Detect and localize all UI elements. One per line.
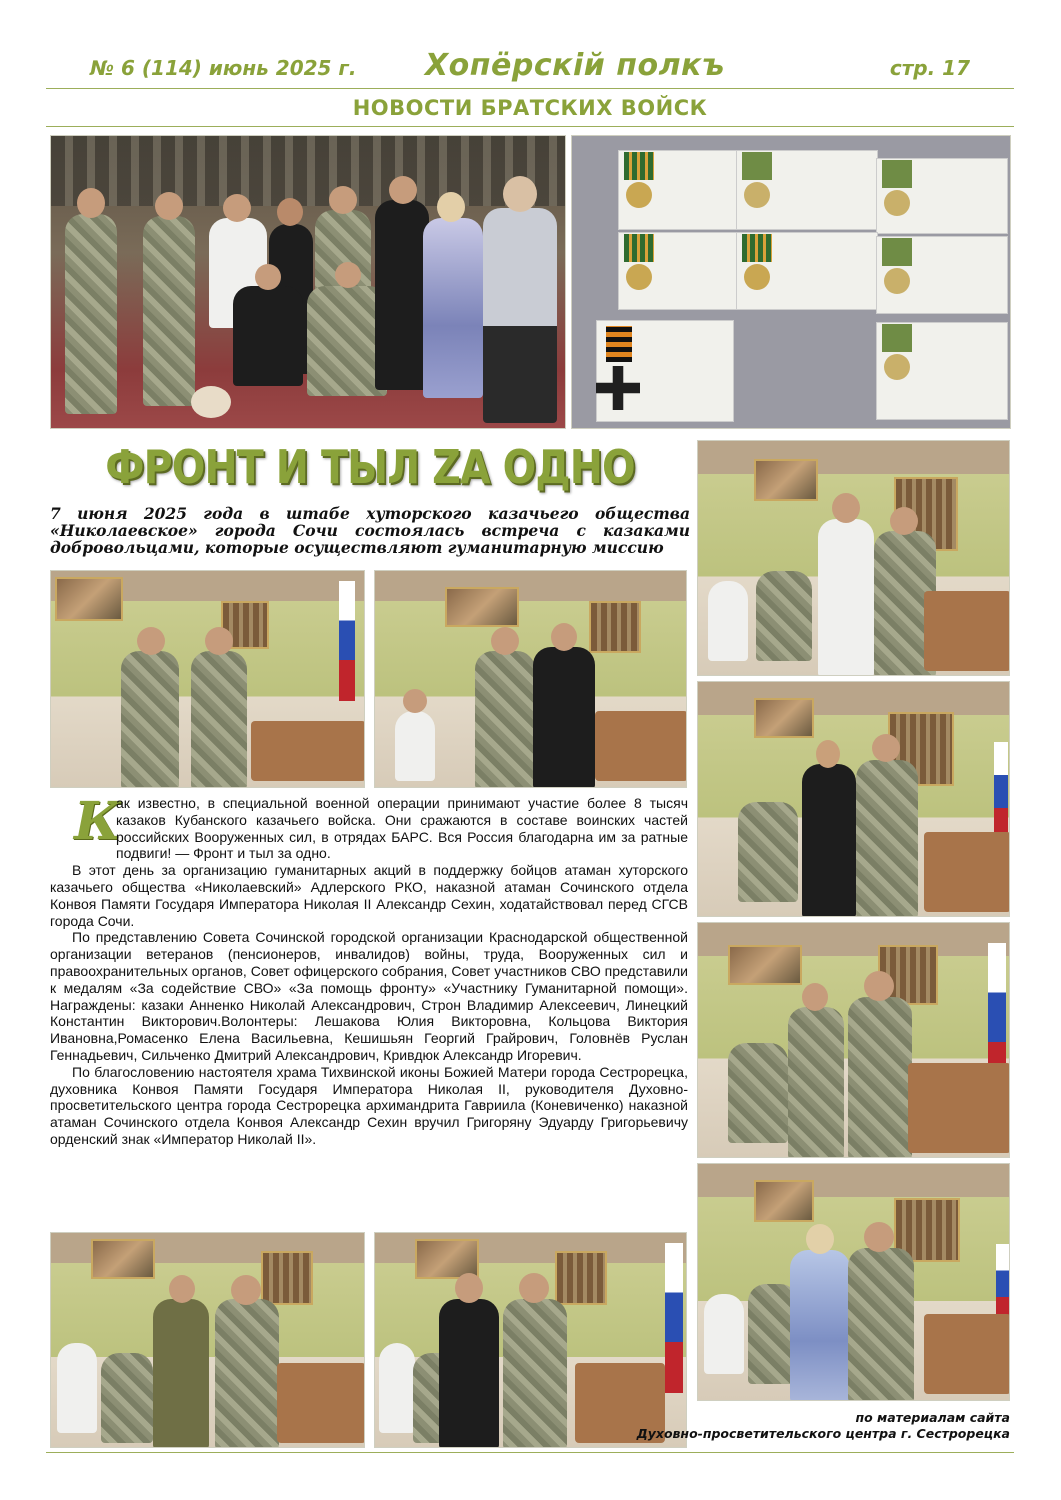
award-photo-5: [697, 922, 1010, 1158]
medals-photo: [571, 135, 1011, 429]
source-credit: [600, 1410, 1010, 1442]
section-rule: [46, 126, 1014, 127]
article-headline: ФРОНТ И ТЫЛ ZА ОДНО: [105, 440, 635, 494]
paragraph-4: По благословению настоятеля храма Тихвинской иконы Божией Матери города Сестрорецка, духовника Конвоя Памяти Государя Императора Николая II, руководителя Духовно-просветительского центра города Сестрорецка архимандрита Гавриила (Коневиченко) наказной атаман Сочинского отдела Конвоя Александр Сехин вручил Григоряну Эдуарду Григорьевичу орденский знак «Император Николай II».: [50, 1063, 688, 1147]
section-title: НОВОСТИ БРАТСКИХ ВОЙСК: [352, 96, 708, 120]
paragraph-3: По представлению Совета Сочинской городской организации Краснодарской общественной организации ветеранов (пенсионеров, инвалидов) войны, труда, Вооруженных сил и правоохранительных органов, Совет офицерского собрания, Совет участников СВО представили к медалям «За содействие СВО» «За помощь фронту» «Участнику Гуманитарной помощи». Награждены: казаки Анненко Николай Александрович, Строн Владимир Алексеевич, Линецкий Константин Викторович.Волонтеры: Лешакова Юлия Викторовна, Кольцова Виктория Ивановна,Ромасенко Елена Васильевна, Кешишьян Георгий Грайрович, Головнёв Руслан Геннадьевич, Сильченко Дмитрий Александрович, Кривдюк Александр Игоревич.: [50, 929, 688, 1063]
newspaper-title: Хопёрскiй полкъ: [425, 48, 725, 83]
header-rule: [46, 88, 1014, 89]
paragraph-2: В этот день за организацию гуманитарных акций в поддержку бойцов атаман хуторского казачьего общества «Николаевский» Адлерского РКО, наказной атаман Сочинского отдела Конвоя Памяти Государя Императора Николая II Александр Сехин, ходатайствовал перед СГСВ города Сочи.: [50, 862, 688, 929]
paragraph-1: ак известно, в специальной военной операции принимают участие более 8 тысяч казаков Кубанского казачьего войска. Они сражаются в составе воинских частей российских Вооруженных сил, в отрядах БАРС. Вся Россия благодарна им за ратные подвиги! — Фронт и тыл за одно.: [116, 795, 688, 862]
award-photo-1: [50, 570, 365, 788]
credit-line-2: Духовно-просветительского центра г. Сестрорецка: [636, 1426, 1010, 1441]
credit-line-1: по материалам сайта: [855, 1410, 1010, 1425]
footer-rule: [46, 1452, 1014, 1453]
drop-cap: К: [74, 791, 122, 852]
group-photo: [50, 135, 566, 429]
award-photo-3: [697, 440, 1010, 676]
article-lead: 7 июня 2025 года в штабе хуторского казачьего общества «Николаевское» города Сочи состоялась встреча с казаками добровольцами, которые осуществляют гуманитарную миссию: [50, 504, 690, 557]
award-photo-7: [50, 1232, 365, 1448]
award-photo-4: [697, 681, 1010, 917]
article-body: [50, 791, 688, 1148]
award-photo-6: [697, 1163, 1010, 1401]
award-photo-2: [374, 570, 687, 788]
page-number: стр. 17: [889, 56, 970, 80]
issue-number: № 6 (114) июнь 2025 г.: [90, 56, 357, 80]
